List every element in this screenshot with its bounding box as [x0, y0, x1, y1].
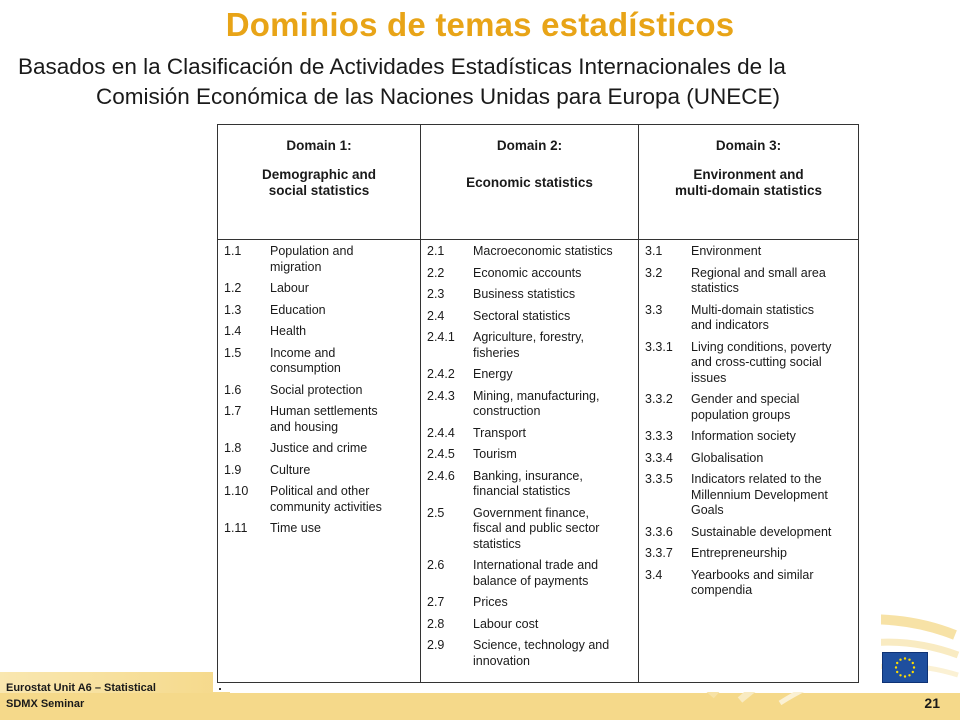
list-item — [218, 281, 420, 297]
item-label: Regional and small area statistics — [691, 265, 826, 295]
item-label: Transport — [473, 425, 527, 440]
item-label: Political and other community activities — [270, 484, 382, 514]
list-item — [639, 340, 858, 387]
footer-text — [6, 680, 156, 712]
list-item — [421, 244, 638, 260]
footer-line-1: Eurostat Unit A6 – Statistical — [6, 682, 156, 694]
domain-3-title-line-1: Environment and — [693, 167, 804, 182]
list-item — [218, 441, 420, 457]
domain-1-name: Domain 1: — [286, 138, 352, 153]
item-label: Justice and crime — [270, 441, 368, 455]
list-item — [421, 469, 638, 500]
item-label: Population and migration — [270, 244, 354, 274]
item-code: 1.2 — [224, 281, 242, 295]
domain-2-title: Economic statistics — [466, 175, 593, 190]
list-item — [218, 303, 420, 319]
slide-title: Dominios de temas estadísticos — [225, 6, 735, 43]
item-label: Agriculture, forestry, fisheries — [473, 330, 584, 360]
eu-star-icon — [899, 659, 901, 661]
list-item — [639, 244, 858, 260]
item-code: 2.7 — [427, 595, 445, 609]
list-item — [639, 392, 858, 423]
item-code: 1.5 — [224, 345, 242, 360]
list-item — [218, 346, 420, 377]
item-label: Banking, insurance, financial statistics — [473, 468, 583, 498]
item-code: 3.3.3 — [645, 429, 673, 443]
item-label: Sustainable development — [691, 524, 832, 539]
domain-1-title-line-2: social statistics — [268, 183, 370, 198]
list-item — [421, 617, 638, 633]
footer-line-2: SDMX Seminar — [6, 698, 85, 710]
list-item — [218, 324, 420, 340]
item-label: Human settlements and housing — [270, 404, 378, 434]
item-code: 2.8 — [427, 616, 445, 631]
domain-3-items — [639, 240, 859, 683]
item-label: Mining, manufacturing, construction — [473, 388, 600, 418]
item-code: 3.1 — [645, 244, 663, 258]
domains-table-image — [213, 122, 881, 692]
item-code: 2.4.3 — [427, 388, 455, 403]
item-label: Labour — [270, 281, 309, 295]
item-code: 2.2 — [427, 265, 445, 280]
item-code: 2.4.1 — [427, 330, 455, 344]
list-item — [421, 309, 638, 325]
eu-star-icon — [913, 666, 915, 668]
item-code: 2.6 — [427, 558, 445, 572]
table-header-row — [218, 125, 859, 240]
item-label: Macroeconomic statistics — [473, 244, 613, 258]
item-code: 3.3.4 — [645, 450, 673, 465]
page-number: 21 — [924, 695, 940, 711]
eu-star-icon — [912, 662, 914, 664]
item-label: Tourism — [473, 447, 517, 461]
domain-2-name: Domain 2: — [496, 138, 563, 153]
subtitle-line-2: Comisión Económica de las Naciones Unidas para Europa (UNECE) — [96, 84, 781, 109]
list-item — [639, 525, 858, 541]
list-item — [421, 595, 638, 611]
eu-star-icon — [904, 657, 906, 659]
eu-star-icon — [895, 666, 897, 668]
item-code: 1.6 — [224, 382, 242, 397]
item-code: 3.3.6 — [645, 524, 673, 539]
item-label: Multi-domain statistics and indicators — [691, 302, 814, 332]
item-label: Economic accounts — [473, 265, 582, 280]
list-item — [639, 568, 858, 599]
domain-1-title-line-1: Demographic and — [261, 167, 377, 182]
domain-3-header — [639, 125, 859, 240]
item-code: 1.3 — [224, 302, 242, 317]
domain-3-title — [639, 167, 858, 199]
item-code: 3.3.2 — [645, 392, 673, 406]
list-item — [639, 303, 858, 334]
eu-star-icon — [908, 659, 910, 661]
item-code: 1.1 — [224, 244, 242, 258]
eu-star-icon — [896, 671, 898, 673]
list-item — [639, 451, 858, 467]
item-code: 2.5 — [427, 505, 445, 520]
item-code: 3.3.7 — [645, 546, 673, 560]
item-code: 2.9 — [427, 638, 445, 652]
item-code: 2.4.2 — [427, 367, 455, 381]
list-item — [421, 426, 638, 442]
item-label: Information society — [691, 429, 796, 443]
list-item — [421, 447, 638, 463]
item-code: 1.11 — [224, 521, 248, 535]
item-code: 1.7 — [224, 404, 242, 418]
item-label: Yearbooks and similar compendia — [691, 567, 814, 597]
list-item — [639, 472, 858, 519]
item-label: Science, technology and innovation — [473, 638, 610, 668]
item-label: Labour cost — [473, 616, 539, 631]
domain-2-header — [421, 125, 639, 240]
item-label: Time use — [270, 521, 321, 535]
item-label: Living conditions, poverty and cross-cutting social issues — [691, 339, 832, 385]
eu-flag-icon — [882, 652, 928, 683]
eu-star-icon — [912, 671, 914, 673]
item-label: Business statistics — [473, 287, 576, 301]
item-label: Government finance, fiscal and public sector statistics — [473, 505, 600, 551]
list-item — [639, 429, 858, 445]
domain-3-name: Domain 3: — [715, 138, 782, 153]
item-label: Income and consumption — [270, 345, 341, 375]
domains-table — [217, 124, 859, 683]
table-body-row — [218, 240, 859, 683]
item-code: 3.2 — [645, 265, 663, 280]
item-label: Sectoral statistics — [473, 308, 571, 323]
item-label: Culture — [270, 462, 311, 477]
eu-star-icon — [904, 675, 906, 677]
item-code: 2.3 — [427, 287, 445, 301]
item-code: 1.4 — [224, 324, 242, 338]
list-item — [421, 638, 638, 669]
domain-1-items — [218, 240, 421, 683]
item-code: 2.4.4 — [427, 425, 455, 440]
eu-star-icon — [908, 674, 910, 676]
list-item — [421, 330, 638, 361]
list-item — [639, 266, 858, 297]
item-code: 2.4 — [427, 308, 445, 323]
domain-2-items — [421, 240, 639, 683]
item-code: 3.3.1 — [645, 339, 673, 354]
list-item — [218, 484, 420, 515]
list-item — [421, 558, 638, 589]
item-code: 3.4 — [645, 567, 663, 582]
item-code: 2.4.5 — [427, 447, 455, 461]
list-item — [421, 266, 638, 282]
item-label: Indicators related to the Millennium Development Goals — [691, 472, 828, 517]
list-item — [421, 389, 638, 420]
item-label: International trade and balance of payments — [473, 558, 599, 588]
slide-subtitle — [18, 52, 943, 112]
item-label: Gender and special population groups — [691, 392, 800, 422]
item-label: Globalisation — [691, 450, 764, 465]
item-code: 1.10 — [224, 484, 249, 498]
item-label: Prices — [473, 595, 508, 609]
list-item — [421, 367, 638, 383]
item-code: 2.4.6 — [427, 468, 455, 483]
item-label: Education — [270, 302, 326, 317]
item-label: Environment — [691, 244, 762, 258]
item-code: 3.3 — [645, 302, 663, 317]
eu-star-icon — [896, 662, 898, 664]
list-item — [421, 287, 638, 303]
item-label: Entrepreneurship — [691, 546, 787, 560]
domain-1-title — [218, 167, 420, 199]
list-item — [218, 244, 420, 275]
list-item — [218, 404, 420, 435]
subtitle-line-1: Basados en la Clasificación de Actividades Estadísticas Internacionales de la — [18, 54, 786, 79]
domain-3-title-line-2: multi-domain statistics — [674, 183, 823, 198]
item-code: 3.3.5 — [645, 472, 673, 486]
list-item — [421, 506, 638, 553]
item-code: 2.1 — [427, 244, 445, 258]
stray-dot — [219, 688, 221, 690]
domain-1-header — [218, 125, 421, 240]
item-code: 1.8 — [224, 441, 242, 455]
list-item — [218, 463, 420, 479]
eu-star-icon — [899, 674, 901, 676]
item-label: Health — [270, 324, 307, 338]
list-item — [639, 546, 858, 562]
item-label: Social protection — [270, 382, 363, 397]
list-item — [218, 383, 420, 399]
list-item — [218, 521, 420, 537]
item-label: Energy — [473, 367, 513, 381]
item-code: 1.9 — [224, 462, 242, 477]
